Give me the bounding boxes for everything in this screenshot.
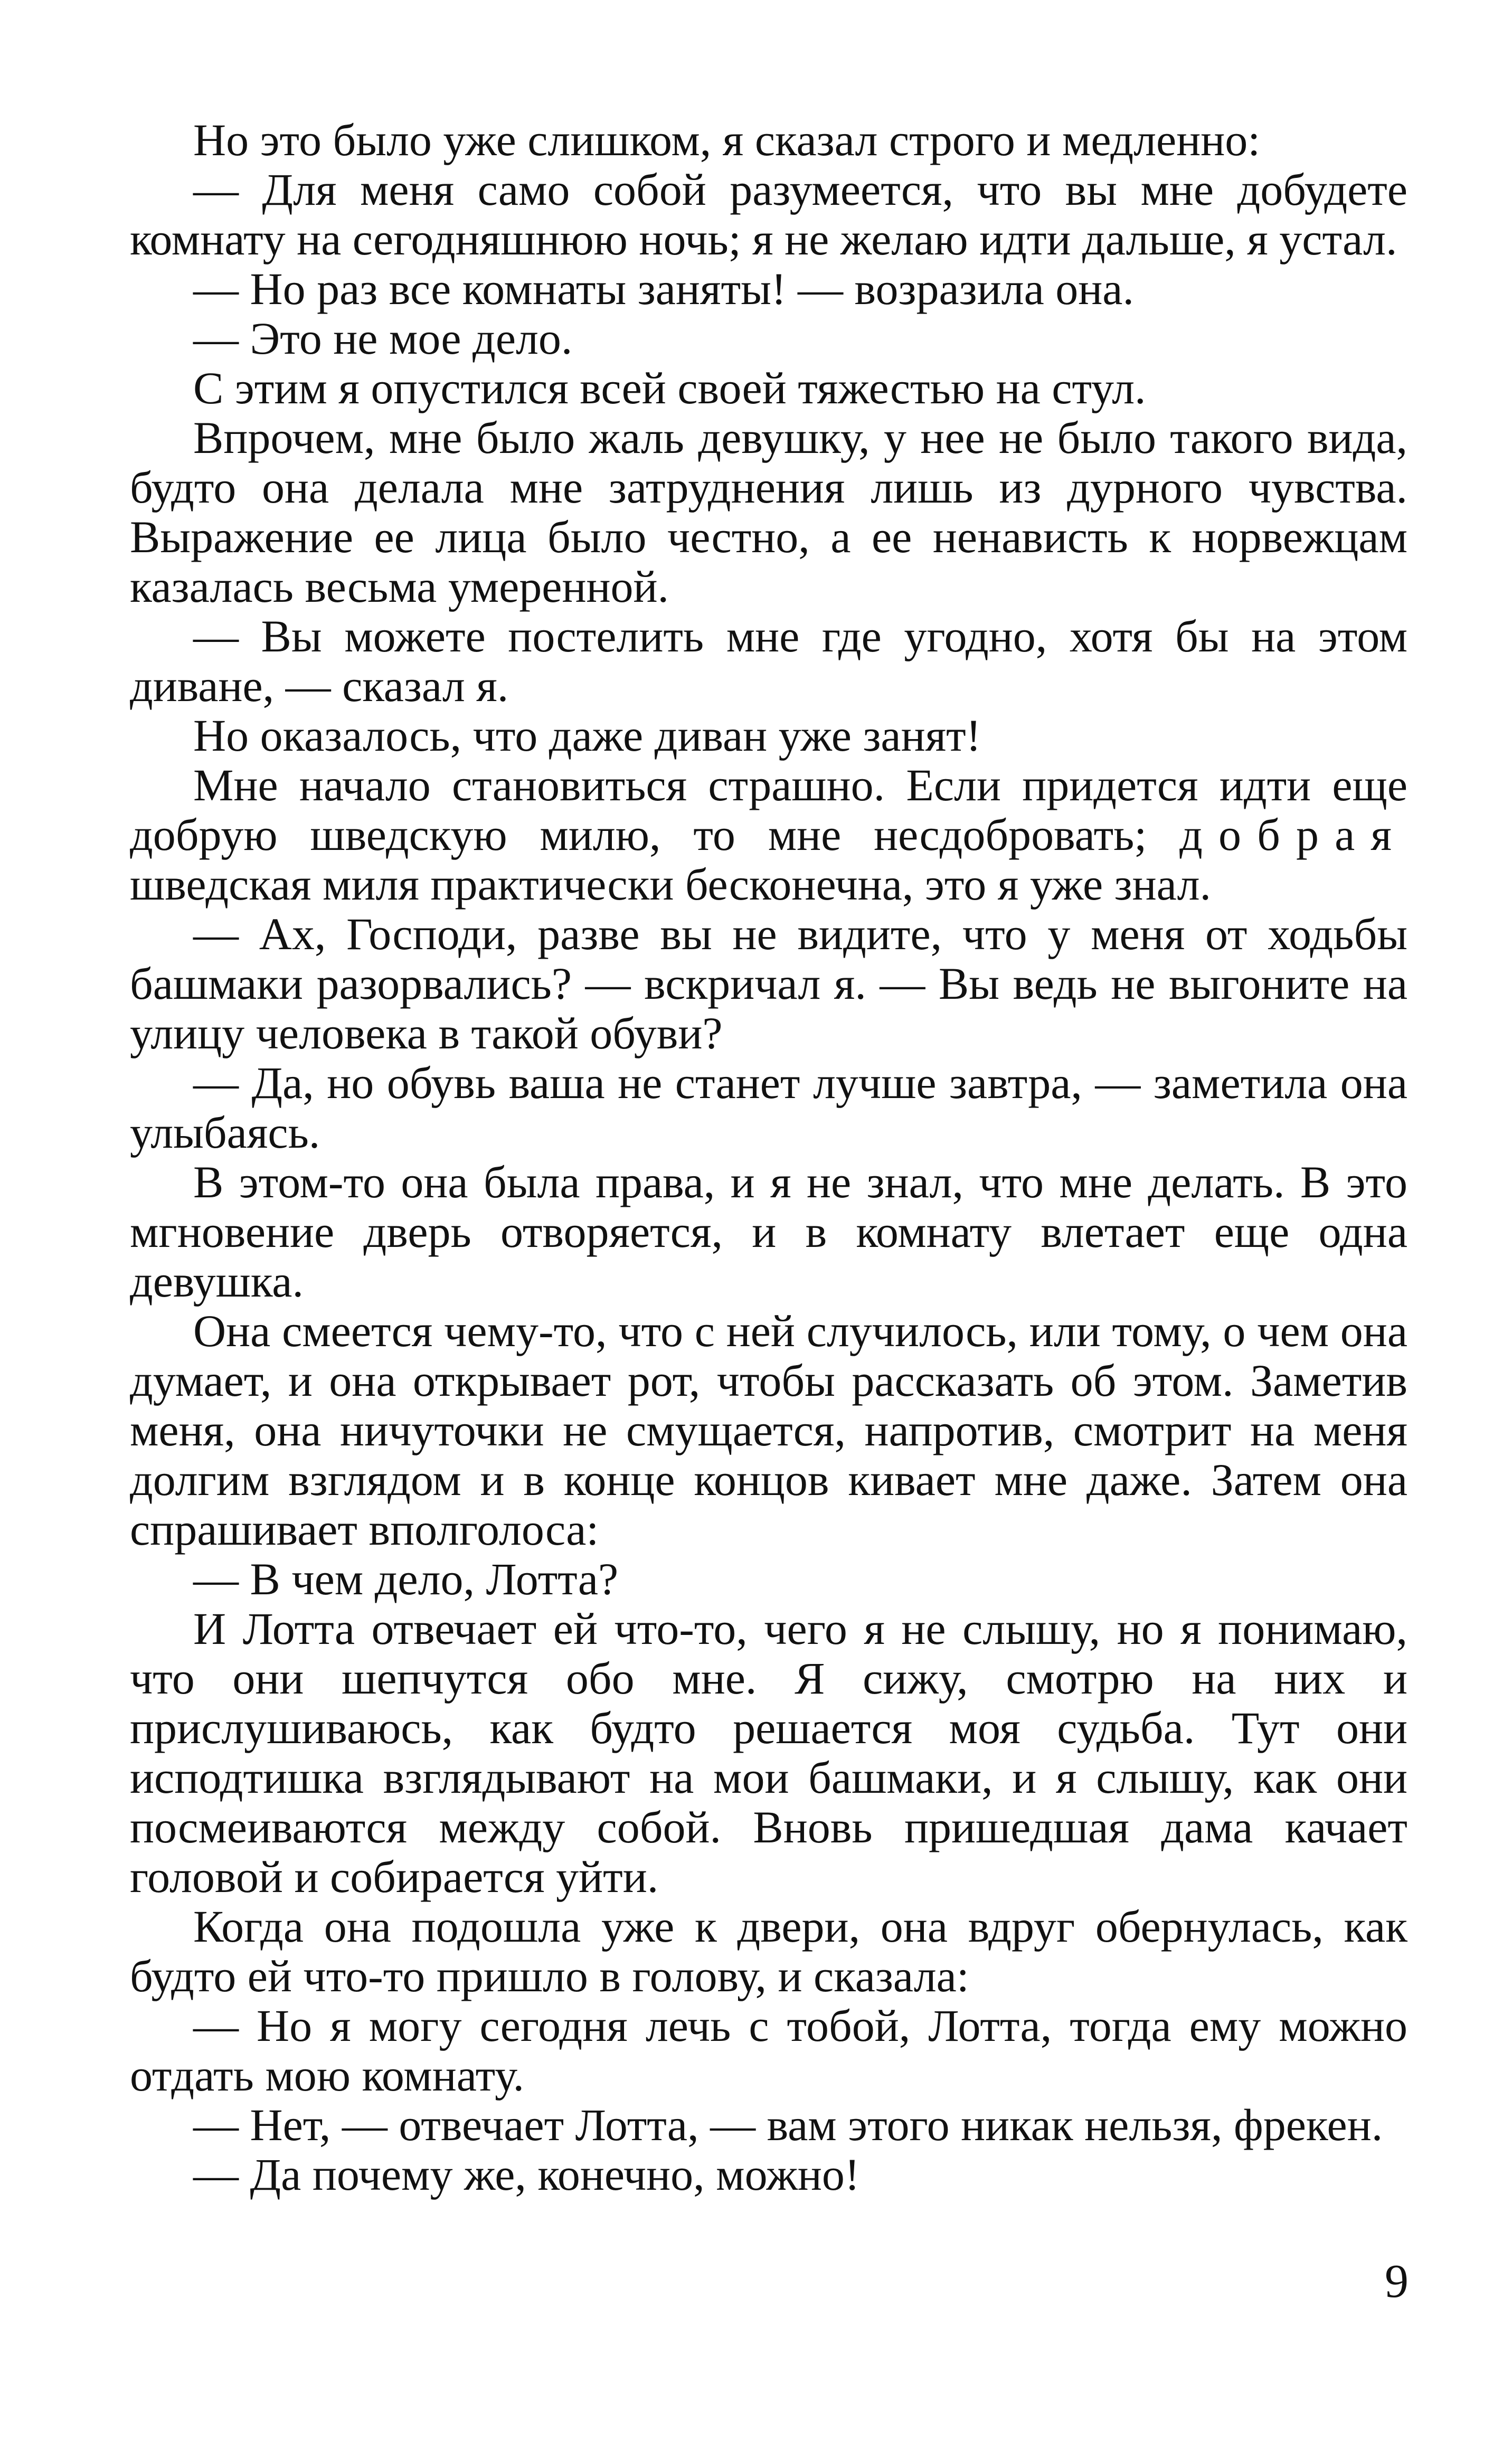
paragraph: Но оказалось, что даже диван уже занят! [193, 710, 981, 761]
paragraph-with-spaced-word [130, 760, 1407, 909]
paragraph: Она смеется чему-то, что с ней случилось, или тому, о чем она думает, и она открывает рот, чтобы рассказать об этом. Заметив меня, она ничуточки не смущается, напротив, смотрит на меня долгим взглядом и в конце концов кивает мне даже. Затем она спрашивает вполголоса: [130, 1306, 1407, 1555]
paragraph: С этим я опустился всей своей тяжестью на стул. [193, 363, 1146, 413]
paragraph: — Нет, — отвечает Лотта, — вам этого никак нельзя, фрекен. [193, 2099, 1383, 2150]
paragraph: Но это было уже слишком, я сказал строго и медленно: [193, 115, 1261, 165]
paragraph: — Для меня само собой разумеется, что вы мне добудете комнату на сегодняшнюю ночь; я не желаю идти дальше, я устал. [130, 164, 1407, 264]
paragraph: В этом-то она была права, и я не знал, что мне делать. В это мгновение дверь отворяется, и в комнату влетает еще одна девушка. [130, 1157, 1407, 1307]
page-number: 9 [1385, 2255, 1409, 2307]
paragraph: И Лотта отвечает ей что-то, чего я не слышу, но я понимаю, что они шепчутся обо мне. Я сижу, смотрю на них и прислушиваюсь, как будто решается моя судьба. Тут они исподтишка взглядывают на мои башмаки, и я слышу, как они посмеиваются между собой. Вновь пришедшая дама качает головой и собирается уйти. [130, 1603, 1407, 1902]
paragraph: — Но раз все комнаты заняты! — возразила она. [193, 263, 1134, 314]
paragraph: — В чем дело, Лотта? [193, 1554, 619, 1604]
page-text [130, 115, 1407, 2199]
paragraph: — Да почему же, конечно, можно! [193, 2149, 860, 2200]
paragraph: — Вы можете постелить мне где угодно, хотя бы на этом диване, — сказал я. [130, 611, 1407, 711]
spaced-emphasis-word: добрая [1179, 809, 1407, 860]
paragraph-part: Мне начало становиться страшно. Если придется идти еще добрую шведскую милю, то мне несдобровать; [130, 760, 1407, 860]
paragraph: — Да, но обувь ваша не станет лучше завтра, — заметила она улыбаясь. [130, 1057, 1407, 1158]
paragraph: — Ах, Господи, разве вы не видите, что у меня от ходьбы башмаки разорвались? — вскричал я. — Вы ведь не выгоните на улицу человека в такой обуви? [130, 909, 1407, 1058]
paragraph: — Но я могу сегодня лечь с тобой, Лотта, тогда ему можно отдать мою комнату. [130, 2000, 1407, 2101]
paragraph-part: шведская миля практически бесконечна, это я уже знал. [130, 859, 1212, 910]
paragraph: Когда она подошла уже к двери, она вдруг обернулась, как будто ей что-то пришло в голову, и сказала: [130, 1901, 1407, 2001]
paragraph: — Это не мое дело. [193, 313, 573, 364]
paragraph: Впрочем, мне было жаль девушку, у нее не было такого вида, будто она делала мне затруднения лишь из дурного чувства. Выражение ее лица было честно, а ее ненависть к норвежцам казалась весьма умеренной. [130, 412, 1407, 612]
